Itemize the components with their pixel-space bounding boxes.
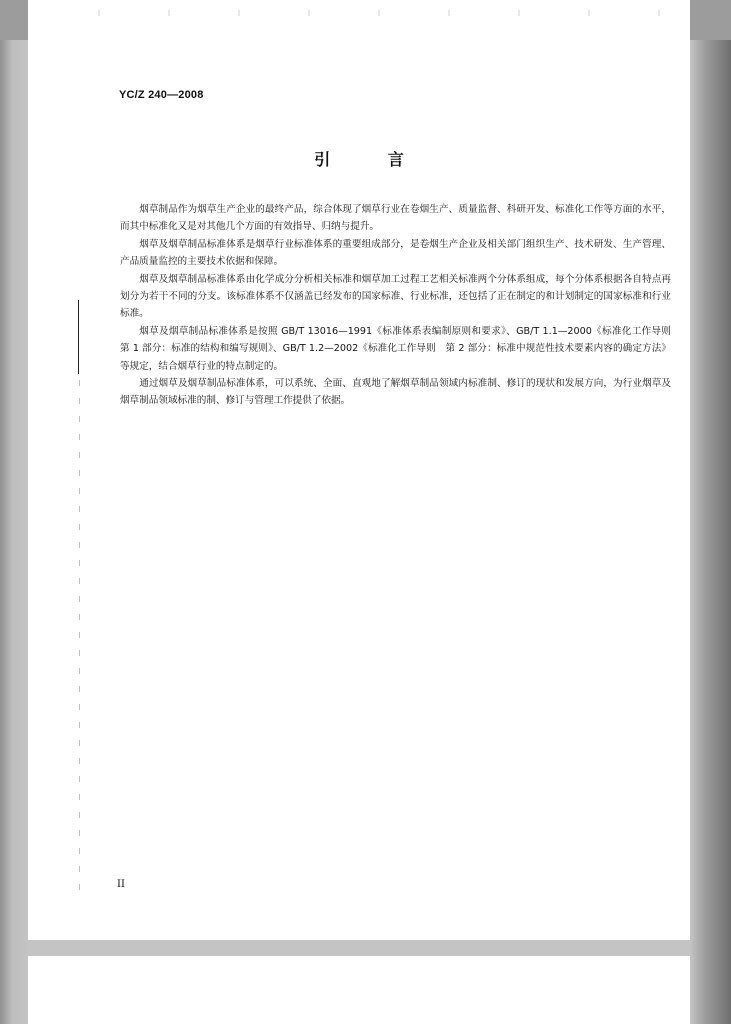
paragraph-1: 烟草制品作为烟草生产企业的最终产品，综合体现了烟草行业在卷烟生产、质量监督、科研开发、标准化工作等方面的水平，而其中标准化又是对其他几个方面的有效指导、归纳与提升。 <box>120 204 671 233</box>
scan-artifacts <box>68 10 690 16</box>
page-number: II <box>117 879 125 890</box>
paragraph-4: 烟草及烟草制品标准体系是按照 GB/T 13016—1991《标准体系表编制原则和要求》、GB/T 1.1—2000《标准化工作导则 第 1 部分：标准的结构和编写规则》、GB/T 1.2—2002《标准化工作导则 第 2 部分：标准中规范性技术要素内容的确定方法》等规定，结合烟草行业的特点制定的。 <box>120 325 681 372</box>
page-title: 引 言 <box>314 150 430 169</box>
standard-code-header: YC/Z 240—2008 <box>119 89 204 101</box>
paragraph-5: 通过烟草及烟草制品标准体系，可以系统、全面、直观地了解烟草制品领域内标准制、修订的现状和发展方向，为行业烟草及烟草制品领域标准的制、修订与管理工作提供了依据。 <box>120 378 671 407</box>
next-document-page <box>28 956 690 1024</box>
introduction-body <box>120 201 681 410</box>
binding-margin-line-faint <box>79 380 80 900</box>
paragraph-2: 烟草及烟草制品标准体系是烟草行业标准体系的重要组成部分，是卷烟生产企业及相关部门组织生产、技术研发、生产管理、产品质量监控的主要技术依据和保障。 <box>120 238 671 268</box>
document-page <box>28 0 690 940</box>
paragraph-3: 烟草及烟草制品标准体系由化学成分分析相关标准和烟草加工过程工艺相关标准两个分体系组成，每个分体系根据各自特点再划分为若干不同的分支。该标准体系不仅涵盖已经发布的国家标准、行业标准，还包括了正在制定的和计划制定的国家标准和行业标准。 <box>120 273 671 320</box>
binding-margin-line <box>78 300 79 374</box>
